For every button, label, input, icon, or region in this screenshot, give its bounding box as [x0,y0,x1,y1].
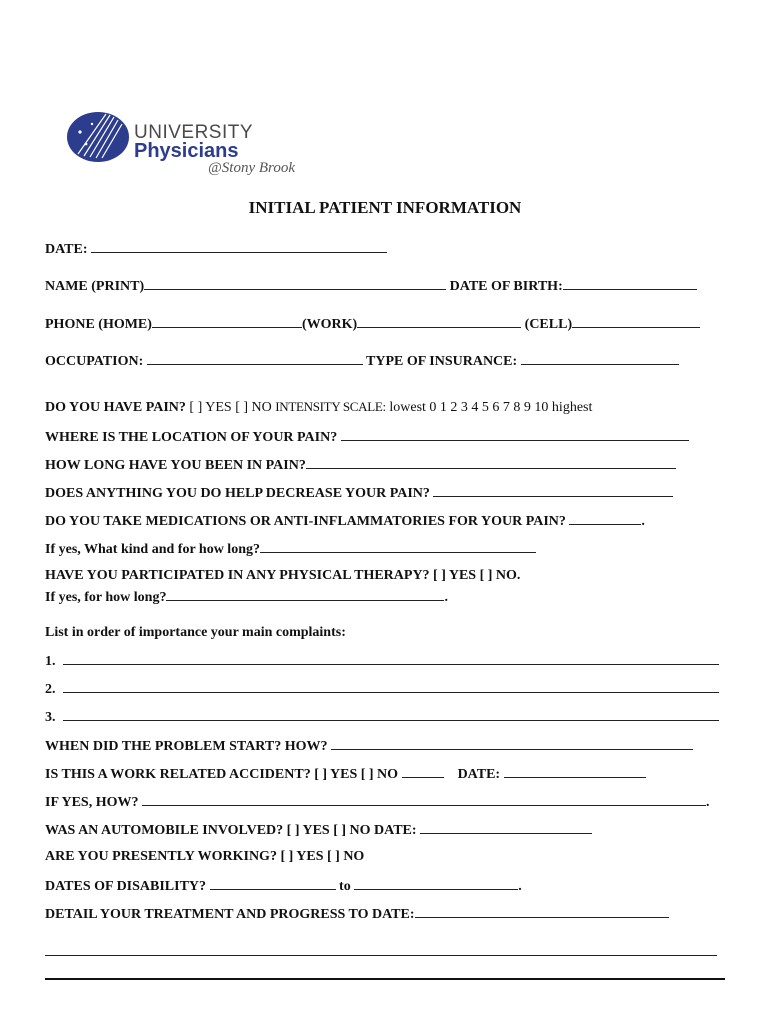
location-label: WHERE IS THE LOCATION OF YOUR PAIN? [45,430,338,445]
occupation-row [45,352,679,370]
meds-kind-field[interactable] [260,540,536,553]
if-yes-how-field[interactable] [142,793,706,806]
pain-no-checkbox[interactable]: [ ] NO [235,400,272,415]
complaint-field-1[interactable] [63,652,719,665]
meds-end: . [641,514,645,529]
treatment-label: DETAIL YOUR TREATMENT AND PROGRESS TO DATE: [45,907,415,922]
date-row [45,240,387,258]
insurance-label: TYPE OF INSURANCE: [366,354,518,369]
how-long-field[interactable] [306,456,676,469]
working-row [45,849,364,865]
pt-long-label: If yes, for how long? [45,590,167,605]
insurance-field[interactable] [521,352,679,365]
complaint-field-2[interactable] [63,680,719,693]
phone-home-label: PHONE (HOME) [45,317,152,332]
complaint-row-3 [45,708,719,726]
phone-work-field[interactable] [357,315,521,328]
work-accident-date-field[interactable] [504,765,646,778]
occupation-label: OCCUPATION: [45,354,144,369]
automobile-date-field[interactable] [420,821,592,834]
start-field[interactable] [331,737,693,750]
intensity-scale[interactable]: lowest 0 1 2 3 4 5 6 7 8 9 10 highest [389,400,593,415]
pt-row [45,568,520,584]
automobile-label[interactable]: WAS AN AUTOMOBILE INVOLVED? [ ] YES [ ] NO DATE: [45,823,417,838]
disability-label: DATES OF DISABILITY? [45,879,207,894]
work-accident-row [45,765,646,783]
complaints-heading-row [45,625,346,641]
complaint-number-3: 3. [45,710,56,725]
automobile-row [45,821,592,839]
decrease-label: DOES ANYTHING YOU DO HELP DECREASE YOUR PAIN? [45,486,430,501]
start-row [45,737,693,755]
decrease-row [45,484,673,502]
meds-field[interactable] [569,512,641,525]
pt-long-end: . [444,590,448,605]
complaints-heading: List in order of importance your main complaints: [45,625,346,640]
pain-yes-checkbox[interactable]: [ ] YES [189,400,232,415]
meds-kind-label: If yes, What kind and for how long? [45,542,260,557]
complaint-number-2: 2. [45,682,56,697]
disability-to-label: to [339,879,351,894]
pt-long-field[interactable] [166,588,444,601]
pt-long-row [45,588,448,606]
phone-home-field[interactable] [152,315,302,328]
pain-question: DO YOU HAVE PAIN? [45,400,186,415]
meds-kind-row [45,540,536,558]
date-label: DATE: [45,242,88,257]
occupation-field[interactable] [147,352,363,365]
how-long-label: HOW LONG HAVE YOU BEEN IN PAIN? [45,458,306,473]
complaint-number-1: 1. [45,654,56,669]
work-accident-label[interactable]: IS THIS A WORK RELATED ACCIDENT? [ ] YES [ ] NO [45,767,399,782]
how-long-row [45,456,676,474]
disability-to-field[interactable] [354,877,518,890]
complaint-field-3[interactable] [63,708,719,721]
meds-label: DO YOU TAKE MEDICATIONS OR ANTI-INFLAMMATORIES FOR YOUR PAIN? [45,514,566,529]
if-yes-how-end: . [705,795,710,810]
bottom-divider [45,978,725,980]
complaint-row-1 [45,652,719,670]
intensity-label: INTENSITY SCALE: [275,399,386,414]
complaint-row-2 [45,680,719,698]
decrease-field[interactable] [433,484,673,497]
logo-text-stony-brook: @Stony Brook [208,160,295,176]
meds-row [45,512,645,530]
start-label: WHEN DID THE PROBLEM START? HOW? [45,739,328,754]
logo-emblem-icon [66,110,130,164]
pain-row [45,399,592,416]
name-row [45,277,697,295]
pt-label[interactable]: HAVE YOU PARTICIPATED IN ANY PHYSICAL THERAPY? [ ] YES [ ] NO. [45,568,521,583]
date-field[interactable] [91,240,387,253]
name-field[interactable] [144,277,446,290]
form-title: INITIAL PATIENT INFORMATION [248,198,522,217]
treatment-field[interactable] [415,905,669,918]
dob-field[interactable] [563,277,697,290]
phone-cell-label: (CELL) [524,317,573,332]
logo-text-university: UNIVERSITY [134,122,254,143]
phone-cell-field[interactable] [572,315,700,328]
phone-row [45,315,700,333]
university-physicians-logo [66,110,336,180]
if-yes-how-label: IF YES, HOW? [45,795,139,810]
location-field[interactable] [341,428,689,441]
work-accident-date-label: DATE: [457,767,501,782]
if-yes-how-row [45,793,709,811]
disability-row [45,877,522,895]
treatment-row [45,905,669,923]
work-accident-field[interactable] [402,765,444,778]
working-label[interactable]: ARE YOU PRESENTLY WORKING? [ ] YES [ ] NO [45,849,365,864]
logo-text-physicians: Physicians [134,140,239,162]
phone-work-label: (WORK) [301,317,358,332]
dob-label: DATE OF BIRTH: [449,279,563,294]
disability-end: . [518,879,522,894]
name-label: NAME (PRINT) [45,279,145,294]
treatment-extra-line[interactable] [45,955,717,956]
disability-from-field[interactable] [210,877,336,890]
location-row [45,428,689,446]
